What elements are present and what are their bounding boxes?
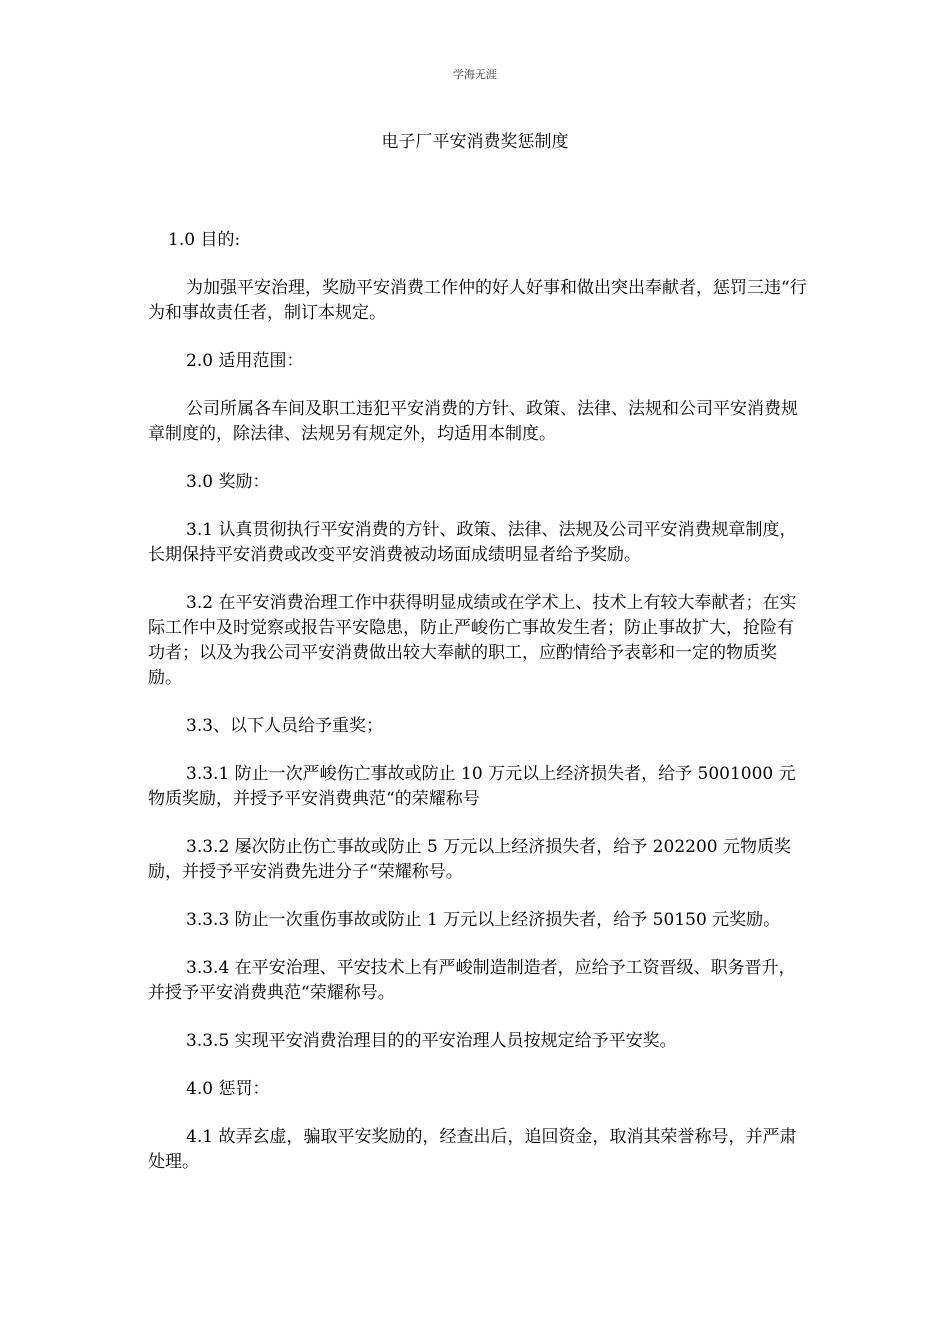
document-body (148, 228, 808, 1198)
paragraph: 3.3.4 在平安治理、平安技术上有严峻制造制造者，应给予工资晋级、职务晋升，并授予平安消费典范“荣耀称号。 (148, 958, 796, 1003)
page-header: 学海无涯 (453, 68, 497, 81)
paragraph: 3.0 奖励： (186, 472, 270, 492)
paragraph: 公司所属各车间及职工违犯平安消费的方针、政策、法律、法规和公司平安消费规章制度的，除法律、法规另有规定外，均适用本制度。 (148, 399, 798, 444)
document-title: 电子厂平安消费奖惩制度 (381, 132, 569, 152)
paragraph: 3.3.2 屡次防止伤亡事故或防止 5 万元以上经济损失者，给予 202200 元物质奖励，并授予平安消费先进分子“荣耀称号。 (148, 837, 791, 882)
paragraph: 3.3.1 防止一次严峻伤亡事故或防止 10 万元以上经济损失者，给予 5001000 元物质奖励，并授予平安消费典范“的荣耀称号 (148, 764, 796, 809)
paragraph: 4.0 惩罚： (186, 1079, 270, 1099)
paragraph: 3.3.3 防止一次重伤事故或防止 1 万元以上经济损失者，给予 50150 元奖励。 (186, 910, 781, 930)
paragraph: 3.3.5 实现平安消费治理目的的平安治理人员按规定给予平安奖。 (186, 1031, 677, 1051)
paragraph: 3.3、以下人员给予重奖； (186, 716, 384, 736)
paragraph: 为加强平安治理，奖励平安消费工作仲的好人好事和做出突出奉献者，惩罚三违“行为和事故责任者，制订本规定。 (148, 278, 807, 323)
paragraph: 1.0 目的: (168, 230, 241, 250)
paragraph: 4.1 故弄玄虚，骗取平安奖励的，经查出后，追回资金，取消其荣誉称号，并严肃处理。 (148, 1127, 797, 1172)
paragraph: 3.1 认真贯彻执行平安消费的方针、政策、法律、法规及公司平安消费规章制度，长期保持平安消费或改变平安消费被动场面成绩明显者给予奖励。 (148, 520, 797, 565)
paragraph: 3.2 在平安消费治理工作中获得明显成绩或在学术上、技术上有较大奉献者；在实际工作中及时觉察或报告平安隐患，防止严峻伤亡事故发生者；防止事故扩大，抢险有功者；以及为我公司平安消费做出较大奉献的职工，应酌情给予表彰和一定的物质奖励。 (148, 593, 797, 688)
paragraph: 2.0 适用范围： (186, 351, 304, 371)
